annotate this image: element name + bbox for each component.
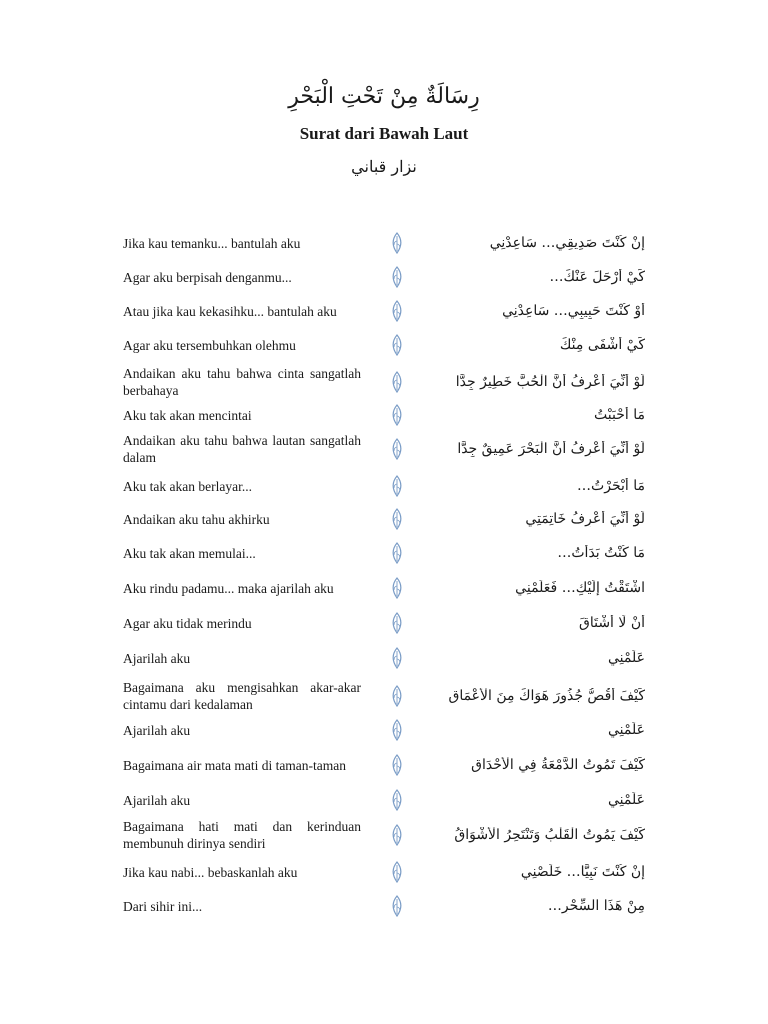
ornament-cell [371,754,423,776]
ornament-cell [371,577,423,599]
ornament-cell [371,438,423,460]
poem-row [123,814,645,856]
poem-row [123,502,645,536]
indonesian-line: Bagaimana hati mati dan kerinduan membunuh dirinya sendiri [123,819,361,851]
arabic-line: لَوْ أَنِّيَ أَعْرِفُ خَاتِمَتِي [525,511,645,527]
indonesian-line: Aku tak akan memulai... [123,545,256,561]
indonesian-line: Andaikan aku tahu akhirku [123,511,270,527]
leaf-ornament-icon [390,647,404,669]
leaf-ornament-icon [390,719,404,741]
arabic-line: مَا أَبْحَرْتُ… [577,478,645,494]
leaf-ornament-icon [390,577,404,599]
leaf-ornament-icon [390,789,404,811]
arabic-line: أَوْ كُنْتَ حَبِيبِي… سَاعِدْنِي [502,303,645,319]
ornament-cell [371,685,423,707]
indonesian-line: Bagaimana air mata mati di taman-taman [123,757,347,773]
indonesian-line: Andaikan aku tahu bahwa lautan sangatlah dalam [123,433,361,465]
ornament-cell [371,612,423,634]
arabic-line: كَيْفَ تَمُوتُ الدَّمْعَةُ فِي الْأَحْدَاقِ [471,757,645,773]
indonesian-line: Andaikan aku tahu bahwa cinta sangatlah berbahaya [123,366,361,398]
poem-row [123,294,645,328]
indonesian-line: Aku tak akan berlayar... [123,478,252,494]
ornament-cell [371,508,423,530]
arabic-line: عَلِّمْنِي [608,650,645,666]
indonesian-line: Atau jika kau kekasihku... bantulah aku [123,303,337,319]
arabic-line: مَا أَحْبَبْتُ [594,407,645,423]
poem-row [123,226,645,260]
poem-row [123,676,645,716]
poem-row [123,536,645,570]
ornament-cell [371,232,423,254]
leaf-ornament-icon [390,895,404,917]
indonesian-line: Dari sihir ini... [123,898,203,914]
poem-row [123,856,645,888]
ornament-cell [371,824,423,846]
arabic-line: لَوْ أَنِّيَ أَعْرِفُ أَنَّ الْحُبَّ خَطِيرٌ جِدًّا [455,374,645,390]
arabic-line: أَنْ لَا أَشْتَاقَ [578,615,645,631]
arabic-line: مَا كُنْتُ بَدَأْتُ… [557,545,645,561]
indonesian-line: Ajarilah aku [123,650,191,666]
indonesian-line: Agar aku berpisah denganmu... [123,269,292,285]
poem-row [123,640,645,676]
poem-row [123,260,645,294]
arabic-line: كَيْ أُشْفَى مِنْكَ [559,337,645,353]
title-arabic: رِسَالَةٌ مِنْ تَحْتِ الْبَحْرِ [288,84,480,109]
leaf-ornament-icon [390,824,404,846]
ornament-cell [371,266,423,288]
poem-row [123,362,645,402]
arabic-line: كَيْفَ أَقُصُّ جُذُورَ هَوَاكَ مِنَ الْأَعْمَاقِ [448,688,645,704]
ornament-cell [371,861,423,883]
title-indonesian: Surat dari Bawah Laut [299,124,469,143]
poem-row [123,428,645,470]
leaf-ornament-icon [390,300,404,322]
arabic-line: عَلِّمْنِي [608,792,645,808]
arabic-line: لَوْ أَنِّيَ أَعْرِفُ أَنَّ الْبَحْرَ عَمِيقٌ جِدًّا [457,441,645,457]
ornament-cell [371,334,423,356]
arabic-line: إِنْ كُنْتَ صَدِيقِي… سَاعِدْنِي [489,235,645,251]
indonesian-line: Agar aku tidak merindu [123,615,252,631]
leaf-ornament-icon [390,475,404,497]
poem-row [123,328,645,362]
arabic-line: إِنْ كُنْتَ نَبِيًّا… خَلِّصْنِي [520,864,645,880]
indonesian-line: Agar aku tersembuhkan olehmu [123,337,296,353]
leaf-ornament-icon [390,404,404,426]
ornament-cell [371,719,423,741]
ornament-cell [371,475,423,497]
poem-row [123,744,645,786]
arabic-line: اشْتَقْتُ إِلَيْكِ… فَعَلِّمْنِي [515,580,645,596]
leaf-ornament-icon [390,334,404,356]
ornament-cell [371,895,423,917]
leaf-ornament-icon [390,438,404,460]
leaf-ornament-icon [390,685,404,707]
poem-row [123,470,645,502]
poem-row [123,786,645,814]
poem-row [123,402,645,428]
indonesian-line: Bagaimana aku mengisahkan akar-akar cintamu dari kedalaman [123,680,361,712]
indonesian-line: Ajarilah aku [123,722,191,738]
ornament-cell [371,542,423,564]
leaf-ornament-icon [390,542,404,564]
indonesian-line: Aku tak akan mencintai [123,407,252,423]
poem-row [123,716,645,744]
arabic-line: كَيْفَ يَمُوتُ الْقَلْبُ وَتَنْتَحِرُ الْأَشْوَاقُ [454,827,645,843]
arabic-line: كَيْ أَرْحَلَ عَنْكَ… [549,269,645,285]
ornament-cell [371,404,423,426]
leaf-ornament-icon [390,861,404,883]
leaf-ornament-icon [390,266,404,288]
ornament-cell [371,371,423,393]
indonesian-line: Jika kau nabi... bebaskanlah aku [123,864,298,880]
author-name: نزار قباني [351,157,417,176]
arabic-line: عَلِّمْنِي [608,722,645,738]
indonesian-line: Aku rindu padamu... maka ajarilah aku [123,580,334,596]
poem-table [123,226,645,924]
leaf-ornament-icon [390,508,404,530]
arabic-line: مِنْ هَذَا السِّحْرِ… [547,898,645,914]
ornament-cell [371,647,423,669]
leaf-ornament-icon [390,612,404,634]
poem-row [123,888,645,924]
ornament-cell [371,789,423,811]
leaf-ornament-icon [390,371,404,393]
ornament-cell [371,300,423,322]
leaf-ornament-icon [390,232,404,254]
indonesian-line: Ajarilah aku [123,792,191,808]
indonesian-line: Jika kau temanku... bantulah aku [123,235,301,251]
poem-row [123,606,645,640]
poem-row [123,570,645,606]
leaf-ornament-icon [390,754,404,776]
